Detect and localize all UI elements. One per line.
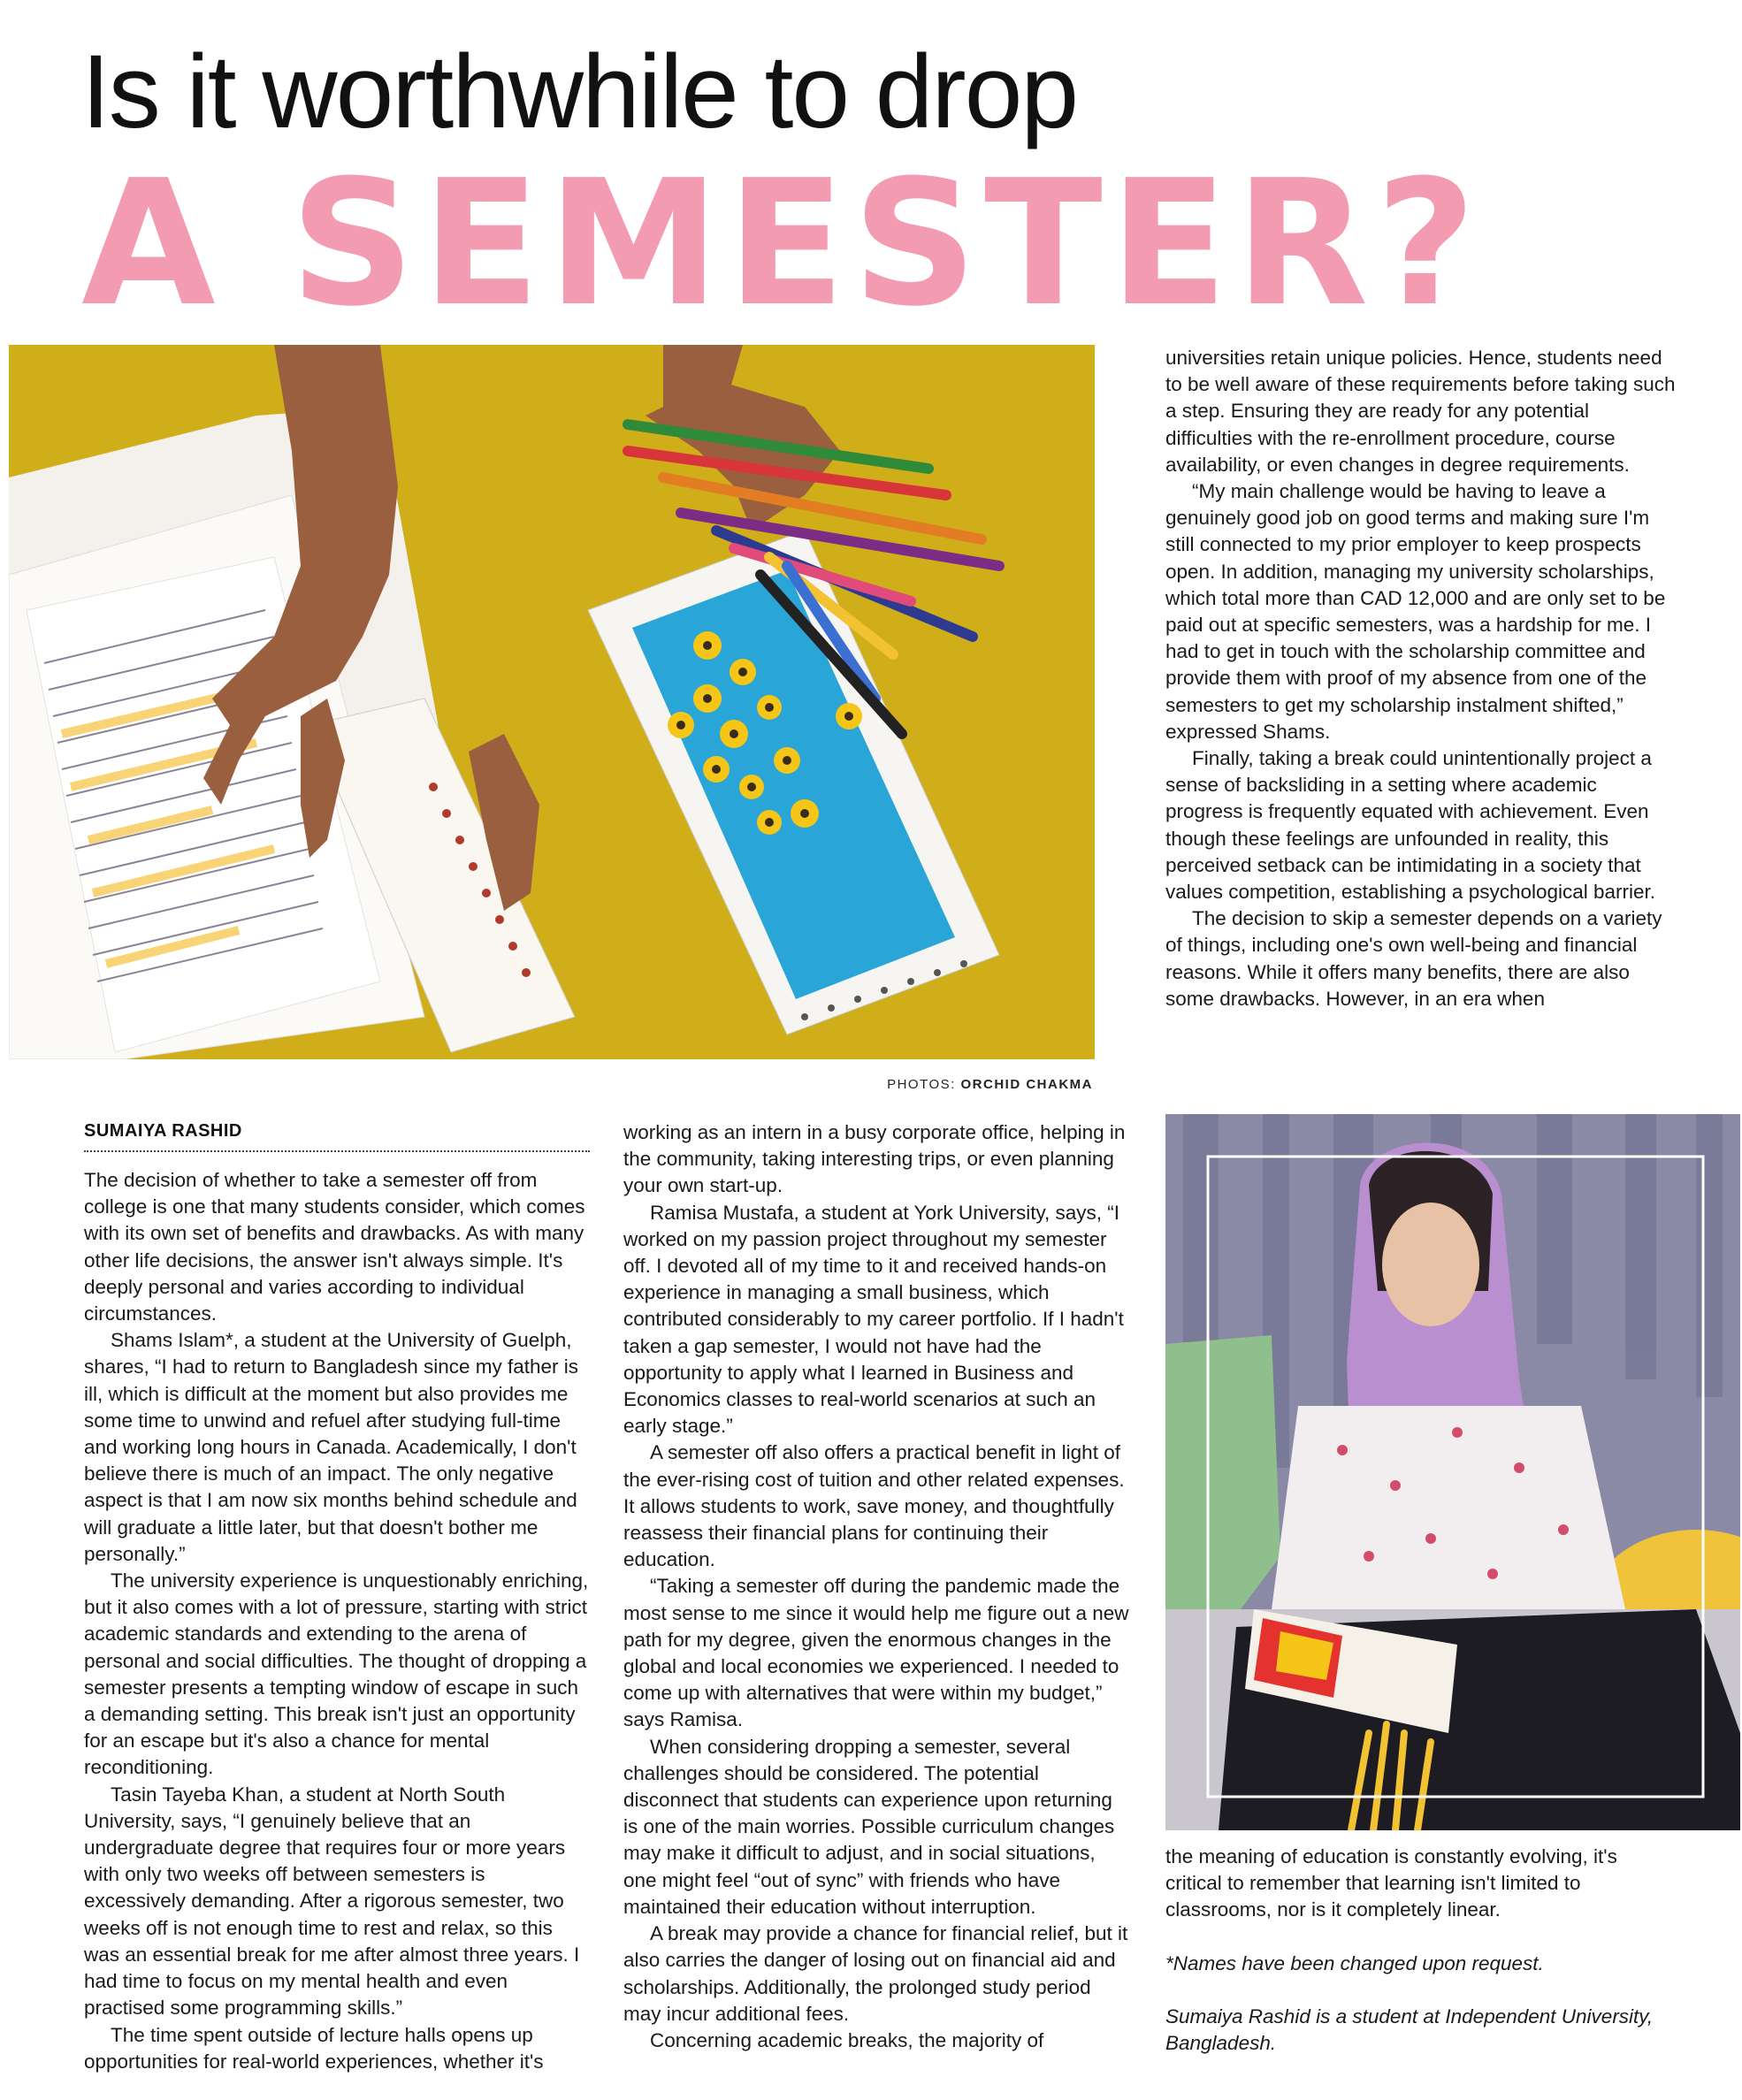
paragraph: The decision to skip a semester depends on a variety of things, including one's own well-being and financial reasons. While it offers many benefits, there are also some drawbacks. However, in an era when — [1165, 907, 1662, 1010]
paragraph: Ramisa Mustafa, a student at York University, says, “I worked on my passion project throughout my semester off. I devoted all of my time to it and received hands-on experience in managing a small business, which contributed considerably to my career portfolio. If I hadn't taken a gap semester, I would not have had the opportunity to apply what I learned in Business and Economics classes to real-world scenarios at such an early stage.” — [623, 1201, 1124, 1438]
photo-credit — [849, 1077, 1093, 1092]
column-right-bottom — [1165, 1844, 1661, 2057]
paragraph: working as an intern in a busy corporate office, helping in the community, taking interesting trips, or even planning your own start-up. — [623, 1121, 1126, 1197]
paragraph: Concerning academic breaks, the majority of — [650, 2028, 1044, 2051]
author-note: Sumaiya Rashid is a student at Independent University, Bangladesh. — [1165, 2005, 1654, 2055]
column-middle — [623, 1119, 1131, 2054]
paragraph: When considering dropping a semester, several challenges should be considered. The potential disconnect that students can experience upon returning is one of the main worries. Possible curriculum changes may make it difficult to adjust, and in social situations, one might feel “out of sync” with friends who have maintained their education without interruption. — [623, 1735, 1115, 1918]
paragraph: the meaning of education is constantly evolving, it's critical to remember that learning isn't limited to classrooms, nor is it completely linear. — [1165, 1845, 1617, 1921]
headline-line2: A SEMESTER? — [81, 143, 1484, 345]
paragraph: A break may provide a chance for financial relief, but it also carries the danger of losing out on financial aid and scholarships. Additionally, the prolonged study period may incur additional fees. — [623, 1922, 1128, 2025]
byline: SUMAIYA RASHID — [84, 1121, 590, 1152]
photo-credit-name: ORCHID CHAKMA — [960, 1077, 1093, 1092]
names-note: *Names have been changed upon request. — [1165, 1951, 1544, 1974]
paragraph: The time spent outside of lecture halls opens up opportunities for real-world experiences, whether it's — [84, 2023, 544, 2073]
paragraph: Finally, taking a break could unintentionally project a sense of backsliding in a setting where academic progress is frequently equated with achievement. Even though these feelings are unfounded in reality, this perceived setback can be intimidating in a society that values competition, establishing a psychological barrier. — [1165, 747, 1656, 904]
paragraph: Shams Islam*, a student at the University of Guelph, shares, “I had to return to Bangladesh since my father is ill, which is difficult at the moment but also provides me some time to unwind and refuel after studying full-time and working long hours in Canada. Academically, I don't believe there is much of an impact. The only negative aspect is that I am now six months behind schedule and will graduate a little later, but that doesn't bother me personally.” — [84, 1329, 579, 1565]
paragraph: The decision of whether to take a semester off from college is one that many students consider, which comes with its own set of benefits and drawbacks. As with many other life decisions, the answer isn't always simple. It's deeply personal and varies according to individual circumstances. — [84, 1169, 585, 1325]
paragraph: “Taking a semester off during the pandemic made the most sense to me since it would help me figure out a new path for my degree, given the enormous changes in the global and local economies we experienced. I needed to come up with alternatives that were within my budget,” says Ramisa. — [623, 1575, 1129, 1731]
column-right-top — [1165, 345, 1678, 1012]
paragraph: A semester off also offers a practical benefit in light of the ever-rising cost of tuition and other related expenses. It allows students to work, save money, and thoughtfully reassess their financial plans for continuing their education. — [623, 1441, 1125, 1571]
main-photo — [9, 345, 1095, 1059]
paragraph: universities retain unique policies. Hence, students need to be well aware of these requirements before taking such a step. Ensuring they are ready for any potential difficulties with the re-enrollment procedure, course availability, or even changes in degree requirements. — [1165, 347, 1676, 476]
column-left — [84, 1167, 592, 2075]
paragraph: The university experience is unquestionably enriching, but it also comes with a lot of pressure, starting with strict academic standards and extending to the arena of personal and social difficulties. The thought of dropping a semester presents a tempting window of escape in such a demanding setting. This break isn't just an opportunity for an escape but it's also a chance for mental reconditioning. — [84, 1569, 589, 1779]
headline-line1: Is it worthwhile to drop — [81, 34, 1077, 150]
paragraph: Tasin Tayeba Khan, a student at North South University, says, “I genuinely believe that an undergraduate degree that requires four or more years with only two weeks off between semesters is excessively demanding. After a rigorous semester, two weeks off is not enough time to rest and relax, so this was an essential break for me after almost three years. I had time to focus on my mental health and even practised some programming skills.” — [84, 1783, 580, 2020]
portrait-photo — [1165, 1114, 1740, 1830]
photo-credit-label: PHOTOS: — [887, 1077, 956, 1092]
paragraph: “My main challenge would be having to leave a genuinely good job on good terms and making sure I'm still connected to my prior employer to keep prospects open. In addition, managing my university scholarships, which total more than CAD 12,000 and are only set to be paid out at specific semesters, was a hardship for me. I had to get in touch with the scholarship committee and provide them with proof of my absence from one of the semesters to get my scholarship instalment shifted,” expressed Shams. — [1165, 480, 1666, 743]
